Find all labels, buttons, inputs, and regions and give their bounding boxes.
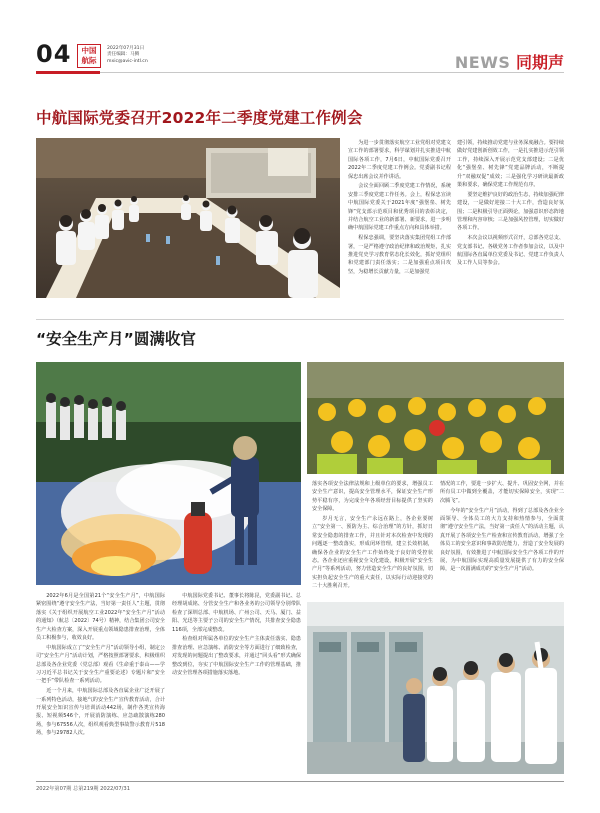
meeting-photo [36,138,340,298]
article2-column-3 [312,480,433,592]
paragraph: 情况的工作，要进一步扩大、提升、巩固安全网，并在所有员工中做到全覆盖，才能切实保障安全，实现“二次腾飞”。 [440,481,564,504]
paragraph: 要坚定维护良好的政治生态，持续加强纪律建设，一是做好迎接二十大工作，营造良好氛围；二是积极引导正面舆论，加强意识形态阵地管理和内容审核；三是加强风控管理，切实做好各项工作。 [457,191,564,232]
paragraph: 岁月无言，安全生产永远在路上，各企业要树立“安全第一、预防为主、综合治理”的方针，抓好日常安全隐患的排查工作，并且针对本次检查中发现的问题逐一整改落实，形成闭环管理，建立长效机制，确保各企业的安全生产工作始终处于良好的受控状态。各企业还应重视安全文化建设，积极开展“安全生产月”等系列活动，努力营造安全生产的良好氛围，切实担负起安全生产的重大责任，以实际行动迎接党的二十大胜利召开。 [312,516,433,590]
safety-training-photo [307,362,564,474]
header-divider [36,72,564,73]
issue-date: 2022年07月31日 [107,46,145,51]
issue-info [107,46,148,65]
article1-title: 中航国际党委召开2022年二季度党建工作例会 [36,109,363,127]
publication-logo [77,44,101,68]
footer-divider [36,781,564,782]
article1-column-1 [348,139,451,278]
section-title [455,50,564,73]
page-header [0,0,600,80]
facility-inspection-photo [307,602,564,774]
paragraph: 为进一步贯彻落实航空工业党组对党建文宣工作的部署要求，科学谋划并扎实推进中航国际各项工作，7月6日，中航国际党委召开2022年二季度党建工作例会。党委副书记程保忠出席会议并作讲话。 [348,140,451,180]
paragraph: 本次会议以视频形式召开，总部各党总支、党支部书记、各级党务工作者参加会议，以及中航国际各直属单位党委及书记、党建工作负责人及工作人员等参会。 [457,235,564,267]
paragraph: 近一个月来，中航国际总部及各直属企业广泛开展了一系列特色活动，接地气的安全生产宣传教育活动，合计开展安全知识宣传与培训活动442场，制作各类宣传海报、短视频546个，开展消防演练、应急疏散演练280场，参与67556人次，组织观看典型事故警示教育片518场，参与29782人次。 [36,688,165,737]
article2-column-4 [440,480,564,575]
page-number: 04 [36,40,72,68]
paragraph: 程保忠强调，要坚决落实集团党组工作部署，一是严格遵守政治纪律和政治规矩，扎实推进党史学习教育常态化长效化，抓好党组织和党建部门责任落实；二是加强重点项目攻坚，为稳增长贡献力量，三是加强党 [348,235,451,275]
logo-line-1: 中国 [81,46,97,55]
section-name: 同期声 [515,53,564,72]
paragraph: 中航国际党委书记、董事长将陈昆，党委副书记、总经理胡成铭、分管安全生产和各业务的公司领导分别带队检查了深圳总部、中航机场、广州公司、天马、厦门、益阳、光迅等主要子公司的安全生产情况，共排查安全隐患116项，全部完成整改。 [172,593,301,633]
page-footer: 2022年第07期 总第219期 2022/07/31 [36,786,131,792]
article2-column-2 [172,592,301,679]
email: mxic@avic-intl.cn [107,58,148,64]
article2-column-1 [36,592,165,739]
paragraph: 2022年6月是全国第21个“安全生产月”，中航国际紧密围绕“遵守安全生产法，当好第一责任人”主题，贯彻落实《关于组织开展航空工业2022年“安全生产月”活动的通知》（航总〔2022〕74号）精神，结合集团公司安全生产大检查方案，深入开展重点领域隐患排查治理，全体员工积极参与，收效良好。 [36,593,165,642]
fire-drill-photo [36,362,301,585]
paragraph: 检查组对所属各单位的安全生产主体责任落实、隐患排查治理、应急演练、消防安全等方面进行了细致检查，对发现的问题提出了整改要求，并通过“回头看”形式确保整改到位，夯实了中航国际安全生产工作的管理基础，推动安全管理各项措施落实落地。 [172,636,301,677]
section-divider [36,319,564,320]
section-news: NEWS [454,53,511,72]
paragraph: 会议全面回顾二季度党建工作情况，系统安排三季度党建工作任务。会上，程保忠宣读中航国际党委关于2021年度“强堡垒、树先锋”党支部示范项目和优秀项目的表彰决定，并结合航空工业的新部署、新要求，进一步明确中航国际党建工作重点方向和具体举措。 [348,183,451,232]
paragraph: 今年的“安全生产月”活动，得到了总部及各企业全面领导、全体员工的大力支持和热情参与，全面贯彻“遵守安全生产法，当好第一责任人”的活动主题，认真开展了各项安全生产检查和宣传教育活动，增强了全体员工的安全意识和事故防范能力，营造了安全发展的良好氛围，有效推进了中航国际安全生产各项工作的开展，为中航国际实现高质量发展提供了有力的安全保障，是一次圆满成功的“安全生产月”活动。 [440,507,564,573]
article2-title: “安全生产月”圆满收官 [36,330,196,348]
editor: 责任编辑：马腾 [107,52,140,58]
logo-line-2: 航际 [81,56,97,65]
paragraph: 落实各项安全法律法规和上级单位的要求，增强员工安全生产意识，提高安全管理水平，保证安全生产形势平稳有序，为完成全年各项经营目标提供了坚实的安全保障。 [312,481,433,513]
article1-column-2 [457,139,564,269]
paragraph: 中航国际成立了“安全生产月”活动领导小组，制定公司“安全生产月”活动计划，严格按照部署要求，积极组织总部及各企业党委（党总部）观看《生命重于泰山——学习习近平总书记关于安全生产重要论述》专题片和“安全一把手”带队检查一系列活动。 [36,644,165,685]
paragraph: 建引领，持续推动党建与业务深度融合。要持续做好党建创新创效工作，一是扎实推进示范引领工作，持续深入开展示范党支部建设；二是优化“强堡垒、树先锋”党建品牌活动，不断提升“双融双促”成效；三是强化学习研读最新政策和要求，确保党建工作规范有序。 [457,140,564,189]
